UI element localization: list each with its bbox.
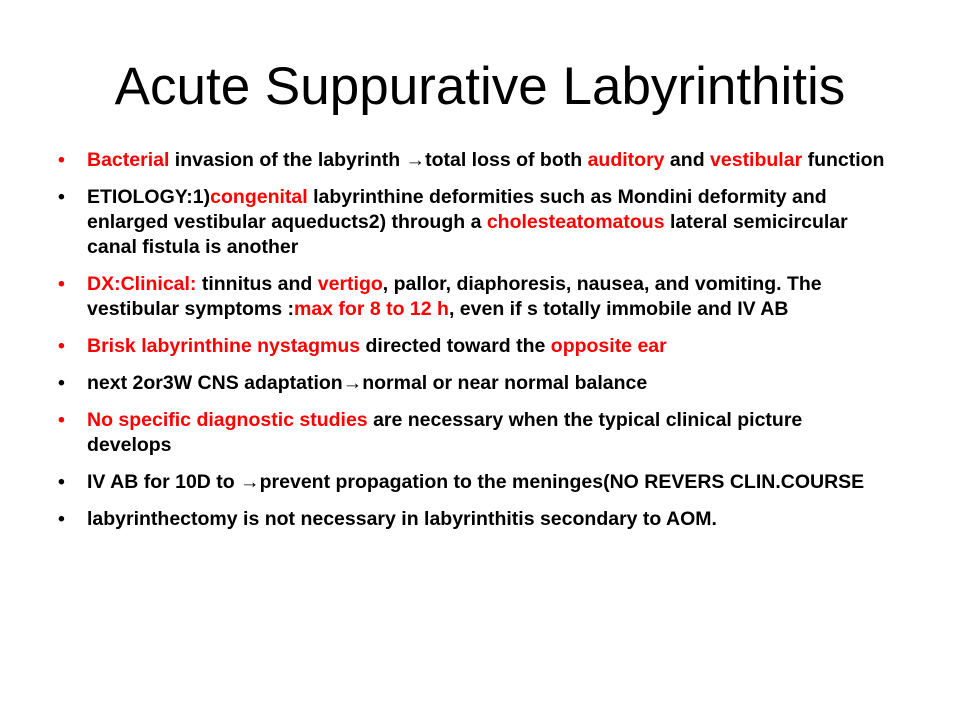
bullet-text-segment: Brisk labyrinthine nystagmus <box>87 335 361 357</box>
bullet-text-segment: cholesteatomatous <box>486 211 665 233</box>
bullet-item <box>0 470 960 495</box>
bullet-item <box>0 148 960 173</box>
bullet-dot: • <box>58 273 65 295</box>
bullet-text-segment: max for 8 to 12 h <box>293 298 449 320</box>
bullet-dot: • <box>58 409 65 431</box>
bullet-dot: • <box>58 372 65 394</box>
arrow-icon: → <box>240 471 260 493</box>
bullet-text-segment: , even if s totally immobile and IV AB <box>448 298 789 320</box>
bullet-text-segment: congenital <box>210 186 308 208</box>
bullet-item <box>0 371 960 396</box>
bullet-item <box>0 507 960 532</box>
bullet-text-segment: tinnitus and <box>196 273 318 295</box>
bullet-text-segment: , pallor, diaphoresis, nausea, and vomiting. The vestibular symptoms : <box>87 273 822 320</box>
bullet-dot: • <box>58 186 65 208</box>
bullet-text-segment: and <box>664 149 711 171</box>
bullet-item <box>0 408 960 458</box>
bullet-item <box>0 334 960 359</box>
bullet-text-segment: vestibular <box>710 149 803 171</box>
bullet-text-segment: No specific diagnostic studies <box>87 409 368 431</box>
bullet-text-segment: IV AB for 10D to <box>87 471 241 493</box>
bullet-text-segment: function <box>802 149 885 171</box>
bullet-text-segment: DX:Clinical: <box>87 273 197 295</box>
arrow-icon: → <box>405 149 426 171</box>
bullet-text-segment: opposite ear <box>550 335 667 357</box>
bullet-text-segment: invasion of the labyrinth <box>169 149 406 171</box>
bullet-text-segment: total loss of both <box>425 149 588 171</box>
bullet-item <box>0 272 960 322</box>
bullet-text-segment: labyrinthine deformities such as Mondini deformity and enlarged vestibular aqueducts2) through a <box>87 186 827 233</box>
bullet-text-segment: labyrinthectomy is not necessary in labyrinthitis secondary to AOM. <box>87 508 717 530</box>
bullet-dot: • <box>58 508 65 530</box>
bullet-text-segment: Bacterial <box>87 149 170 171</box>
arrow-icon: → <box>342 372 363 394</box>
bullet-text-segment: are necessary when the typical clinical picture develops <box>87 409 803 456</box>
bullet-text-segment: next 2or3W CNS adaptation <box>87 372 343 394</box>
bullet-list <box>0 148 960 544</box>
bullet-item <box>0 185 960 260</box>
bullet-text-segment: prevent propagation to the meninges(NO REVERS CLIN.COURSE <box>259 471 865 493</box>
bullet-text-segment: normal or near normal balance <box>362 372 648 394</box>
bullet-text-segment: ETIOLOGY:1) <box>87 186 211 208</box>
bullet-text-segment: vertigo <box>317 273 383 295</box>
bullet-text-segment: directed toward the <box>360 335 551 357</box>
slide-title: Acute Suppurative Labyrinthitis <box>114 57 846 116</box>
bullet-dot: • <box>58 149 65 171</box>
bullet-dot: • <box>58 335 65 357</box>
bullet-text-segment: auditory <box>587 149 665 171</box>
bullet-text-segment: lateral semicircular canal fistula is another <box>87 211 848 258</box>
bullet-dot: • <box>58 471 65 493</box>
